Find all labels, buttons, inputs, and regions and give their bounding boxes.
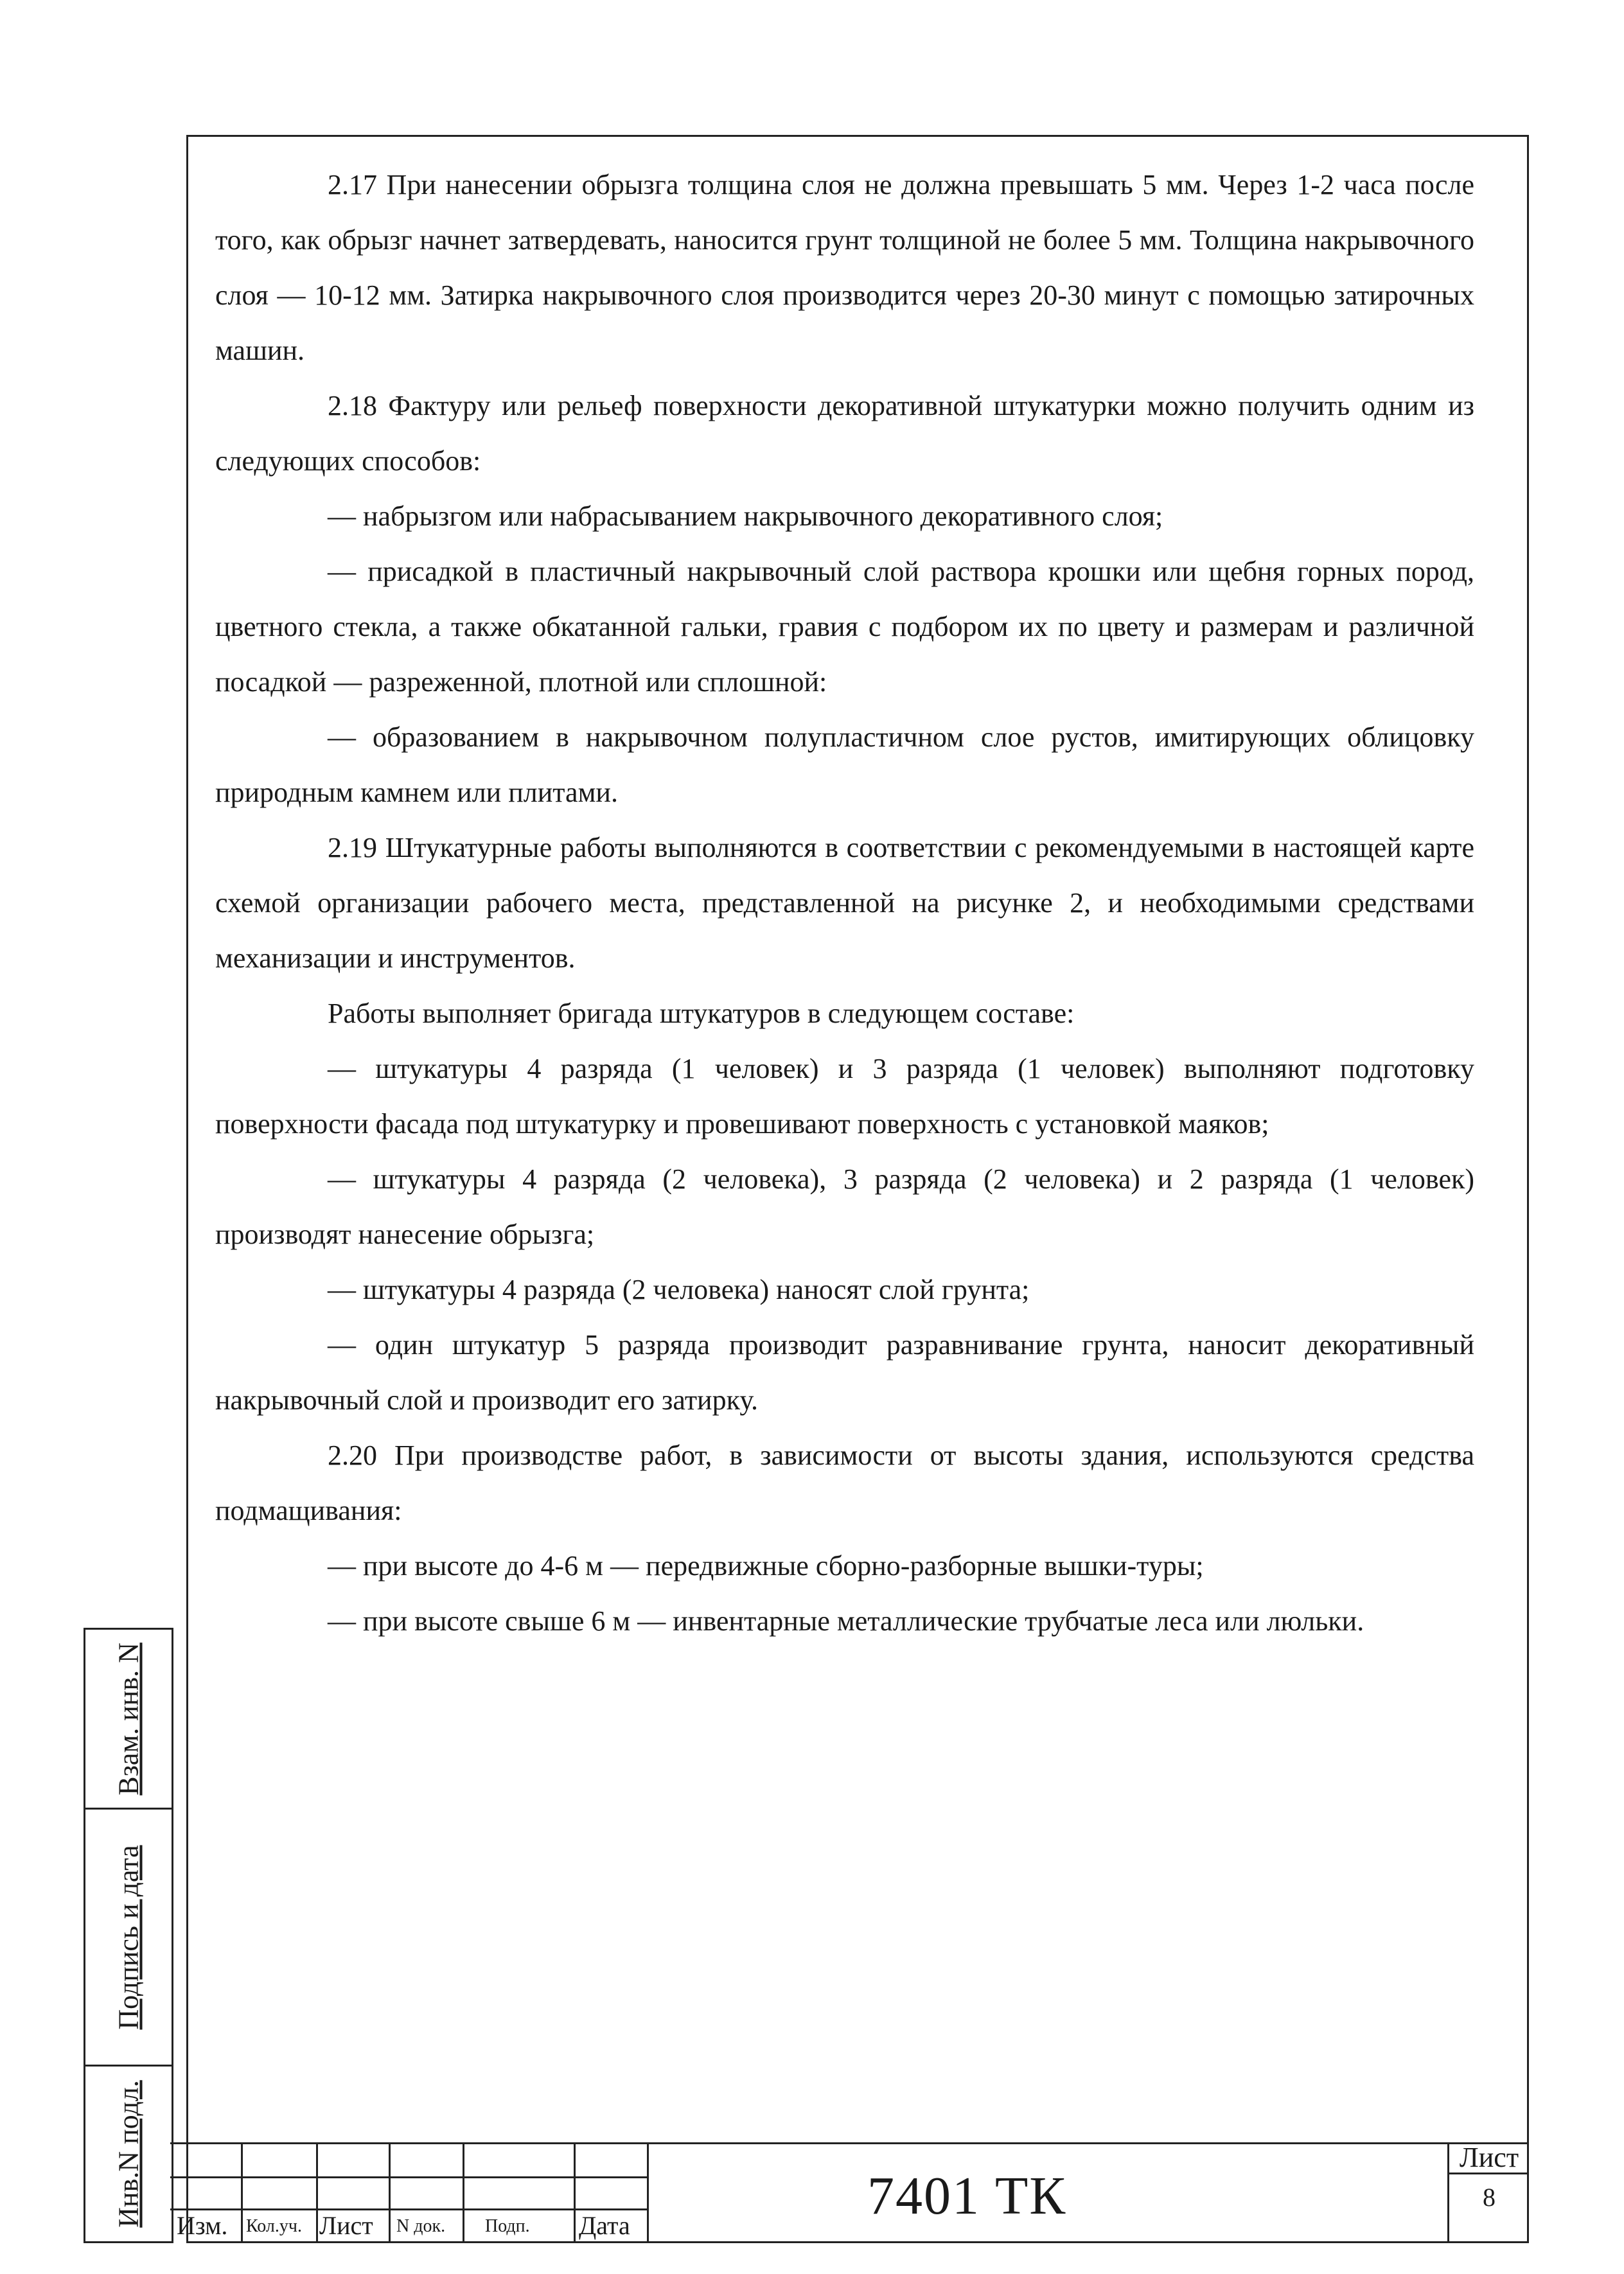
sheet-label: Лист	[1449, 2142, 1529, 2174]
original-inventory-cell	[85, 2067, 172, 2241]
replacement-inventory-cell	[85, 1630, 172, 1810]
title-block	[170, 2142, 1529, 2243]
col-kol-label: Кол.уч.	[246, 2216, 302, 2236]
col-list-label: Лист	[319, 2211, 373, 2240]
document-code: 7401 ТК	[867, 2166, 1067, 2226]
paragraph: 2.17 При нанесении обрызга толщина слоя не должна превышать 5 мм. Через 1-2 часа после того, как обрызг начнет затвердевать, наносится грунт толщиной не более 5 мм. Толщина накрывочного слоя — 10-12 мм. Затирка накрывочного слоя производится через 20-30 минут с помощью затирочных машин.	[215, 169, 1474, 366]
col-data-label: Дата	[579, 2211, 630, 2240]
signature-date-label: Подпись и дата	[112, 1844, 145, 2030]
replacement-inventory-label: Взам. инв. N	[112, 1642, 145, 1795]
list-item: — штукатуры 4 разряда (1 человек) и 3 разряда (1 человек) выполняют подготовку поверхности фасада под штукатурку и провешивают поверхность с установкой маяков;	[215, 1053, 1474, 1140]
list-item: — при высоте до 4-6 м — передвижные сборно-разборные вышки-туры;	[328, 1550, 1204, 1582]
side-stamp	[84, 1628, 173, 2243]
col-izm-label: Изм.	[177, 2211, 228, 2240]
col-ndok-label: N док.	[396, 2216, 446, 2236]
list-item: — образованием в накрывочном полупластичном слое рустов, имитирующих облицовку природным камнем или плитами.	[215, 721, 1474, 808]
col-podp-label: Подп.	[485, 2216, 530, 2236]
list-item: — один штукатур 5 разряда производит разравнивание грунта, наносит декоративный накрывочный слой и производит его затирку.	[215, 1329, 1474, 1416]
sheet-number: 8	[1483, 2183, 1496, 2212]
list-item: — присадкой в пластичный накрывочный слой раствора крошки или щебня горных пород, цветного стекла, а также обкатанной гальки, гравия с подбором их по цвету и размерам и различной посадкой — разреженной, плотной или сплошной:	[215, 556, 1474, 698]
paragraph: 2.18 Фактуру или рельеф поверхности декоративной штукатурки можно получить одним из следующих способов:	[215, 390, 1474, 477]
list-item: — штукатуры 4 разряда (2 человека) наносят слой грунта;	[328, 1274, 1030, 1305]
paragraph: Работы выполняет бригада штукатуров в следующем составе:	[328, 998, 1075, 1029]
list-item: — набрызгом или набрасыванием накрывочного декоративного слоя;	[328, 500, 1163, 532]
paragraph: 2.20 При производстве работ, в зависимости от высоты здания, используются средства подмащивания:	[215, 1440, 1474, 1526]
revision-grid	[170, 2144, 649, 2243]
sheet-box	[1447, 2142, 1529, 2243]
paragraph: 2.19 Штукатурные работы выполняются в соответствии с рекомендуемыми в настоящей карте схемой организации рабочего места, представленной на рисунке 2, и необходимыми средствами механизации и инструментов.	[215, 832, 1474, 974]
document-body	[215, 157, 1474, 1649]
signature-date-cell	[85, 1810, 172, 2067]
original-inventory-label: Инв.N подл.	[112, 2080, 145, 2228]
list-item: — штукатуры 4 разряда (2 человека), 3 разряда (2 человека) и 2 разряда (1 человек) производят нанесение обрызга;	[215, 1163, 1474, 1250]
list-item: — при высоте свыше 6 м — инвентарные металлические трубчатые леса или люльки.	[328, 1605, 1364, 1637]
